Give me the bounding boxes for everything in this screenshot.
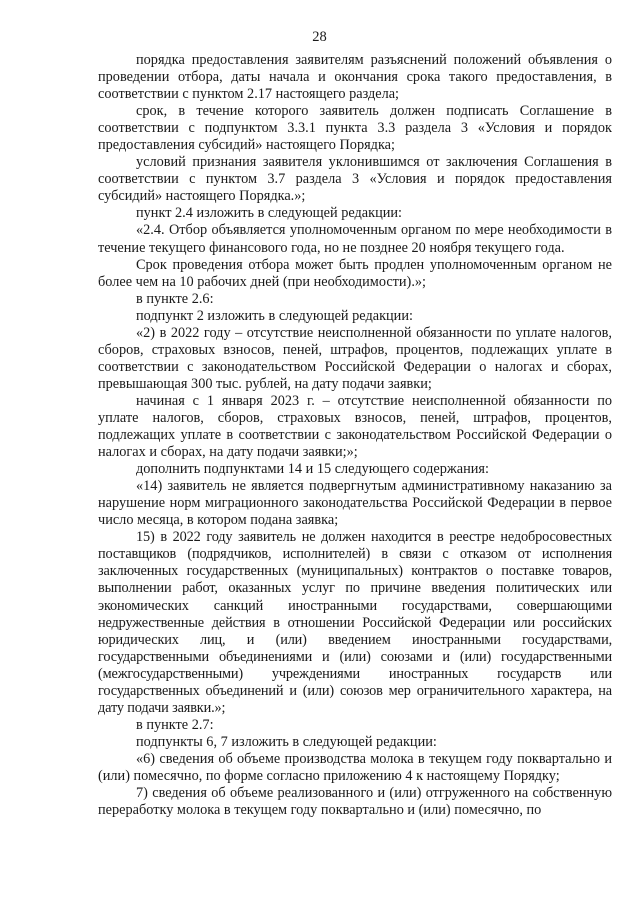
paragraph: условий признания заявителя уклонившимся от заключения Соглашения в соответствии с пунктом 3.7 раздела 3 «Условия и порядок предоставления субсидий» настоящего Порядка.»; (98, 154, 612, 205)
paragraph: начиная с 1 января 2023 г. – отсутствие неисполненной обязанности по уплате налогов, сборов, страховых взносов, пеней, штрафов, процентов, подлежащих уплате в соответствии с законодательством Российской Федерации о налогах и сборах, на дату подачи заявки;»; (98, 392, 612, 461)
paragraph: «14) заявитель не является подвергнутым административному наказанию за нарушение норм миграционного законодательства Российской Федерации в первое число месяца, в котором подана заявка; (98, 478, 612, 529)
paragraph: 7) сведения об объеме реализованного и (или) отгруженного на собственную переработку молока в текущем году поквартально и (или) помесячно, по (98, 785, 612, 819)
paragraph: подпункты 6, 7 изложить в следующей редакции: (136, 733, 437, 750)
paragraph: «2) в 2022 году – отсутствие неисполненной обязанности по уплате налогов, сборов, страховых взносов, пеней, штрафов, процентов, подлежащих уплате в соответствии с законодательством Российской Федерации о налогах и сборах, превышающая 300 тыс. рублей, на дату подачи заявки; (98, 324, 612, 392)
paragraph: срок, в течение которого заявитель должен подписать Соглашение в соответствии с подпунктом 3.3.1 пункта 3.3 раздела 3 «Условия и порядок предоставления субсидий» настоящего Порядка; (98, 103, 612, 154)
paragraph: дополнить подпунктами 14 и 15 следующего содержания: (136, 461, 489, 478)
paragraph: порядка предоставления заявителям разъяснений положений объявления о проведении отбора, даты начала и окончания срока такого предоставления, в соответствии с пунктом 2.17 настоящего раздела; (98, 52, 612, 103)
paragraph: в пункте 2.6: (136, 290, 214, 307)
paragraph: 15) в 2022 году заявитель не должен находится в реестре недобросовестных поставщиков (подрядчиков, исполнителей) в связи с отказом от исполнения заключенных государственных (муниципальных) контрактов о поставке товаров, выполнении работ, оказанных услуг по причине введения политических или экономических санкций иностранными государствами, совершающими недружественные действия в отношении Российской Федерации или российских юридических лиц, и (или) введением иностранными государствами, государственными объединениями и (или) союзами и (или) государственными (межгосударственными) учреждениями иностранных государств или государственных объединений и (или) союзов мер ограничительного характера, на дату подачи заявки.»; (98, 529, 612, 716)
paragraph: в пункте 2.7: (136, 716, 214, 733)
paragraph: Срок проведения отбора может быть продлен уполномоченным органом не более чем на 10 рабочих дней (при необходимости).»; (98, 256, 612, 290)
page-number: 28 (312, 29, 327, 45)
paragraph: «6) сведения об объеме производства молока в текущем году поквартально и (или) помесячно, по форме согласно приложению 4 к настоящему Порядку; (98, 750, 612, 784)
paragraph: подпункт 2 изложить в следующей редакции: (136, 307, 413, 324)
paragraph: пункт 2.4 изложить в следующей редакции: (136, 205, 403, 222)
document-body (98, 52, 612, 819)
paragraph: «2.4. Отбор объявляется уполномоченным органом по мере необходимости в течение текущего финансового года, но не позднее 20 ноября текущего года. (98, 222, 612, 256)
